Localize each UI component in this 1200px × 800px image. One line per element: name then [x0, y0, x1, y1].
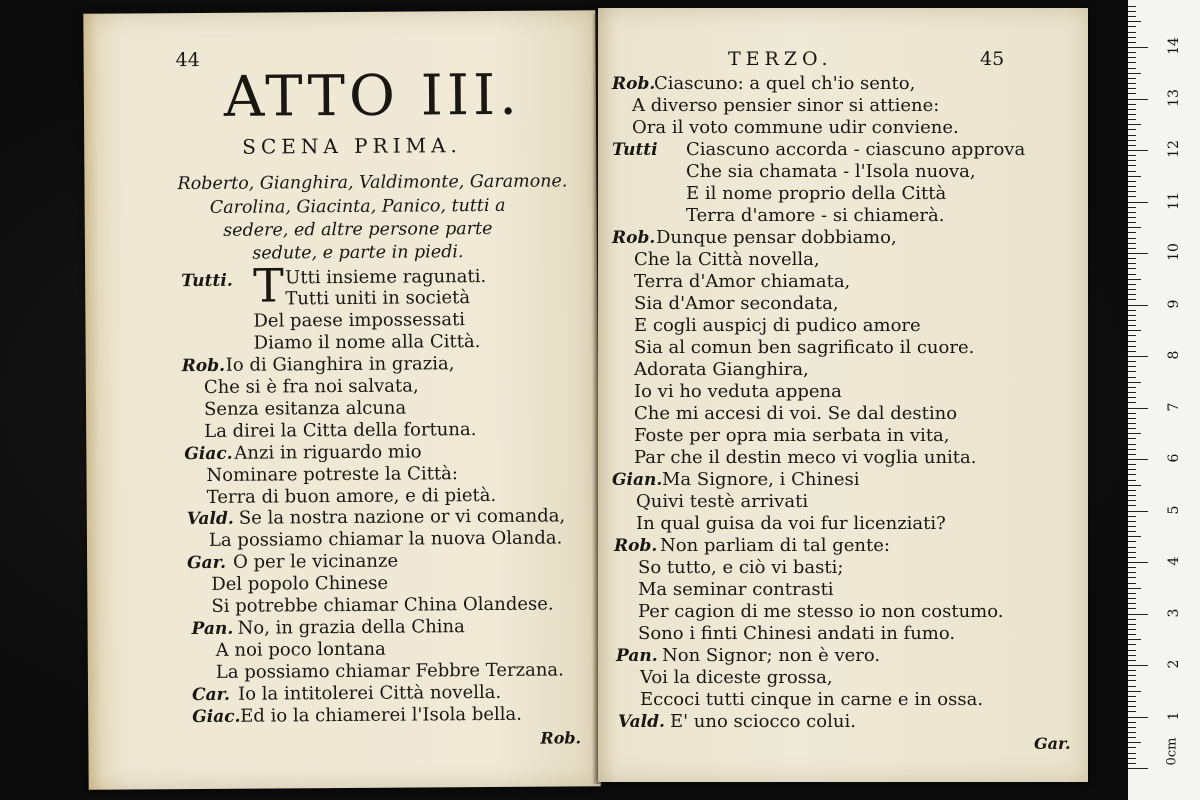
speaker-car: Car. [191, 684, 231, 706]
verse-line: La direi la Citta della fortuna. [204, 419, 477, 442]
ruler-tick [1128, 634, 1136, 635]
verse-line: Terra di buon amore, e di pietà. [206, 484, 497, 508]
ruler-number: 1 [1166, 711, 1182, 720]
ruler-tick [1128, 73, 1141, 74]
ruler-tick [1128, 680, 1136, 681]
verse-line: Che la Città novella, [634, 249, 820, 270]
ruler-tick [1128, 696, 1136, 697]
ruler-tick [1128, 212, 1136, 213]
ruler-tick [1128, 444, 1136, 445]
ruler-tick [1128, 320, 1136, 321]
speaker-gian: Gian. [612, 470, 663, 490]
ruler-tick [1128, 253, 1148, 254]
ruler-unit-label: 0cm [1164, 737, 1180, 766]
speaker-giac-2: Giac. [192, 706, 241, 728]
verse-line: Che sia chamata - l'Isola nuova, [686, 161, 976, 182]
ruler-tick [1128, 330, 1141, 331]
ruler-tick [1128, 202, 1148, 203]
verse-line: Non Signor; non è vero. [662, 645, 881, 666]
ruler-tick [1128, 490, 1136, 491]
ruler-number: 10 [1166, 243, 1182, 261]
ruler-tick [1128, 279, 1141, 280]
speaker-giac: Giac. [184, 443, 233, 465]
ruler-tick [1128, 577, 1136, 578]
speaker-tutti: Tutti [612, 140, 658, 160]
ruler-tick [1128, 124, 1141, 125]
ruler-tick [1128, 47, 1148, 48]
ruler-tick [1128, 356, 1148, 357]
ruler-tick [1128, 62, 1136, 63]
ruler-tick [1128, 294, 1136, 295]
centimeter-ruler [1128, 0, 1200, 800]
verse-line: Che si è fra noi salvata, [203, 375, 419, 398]
ruler-tick [1128, 186, 1136, 187]
ruler-tick [1128, 511, 1148, 512]
ruler-tick [1128, 438, 1136, 439]
verse-line: Dunque pensar dobbiamo, [656, 227, 897, 248]
ruler-tick [1128, 495, 1136, 496]
verse-line: Ma seminar contrasti [638, 579, 834, 600]
ruler-tick [1128, 104, 1136, 105]
ruler-tick [1128, 727, 1136, 728]
ruler-tick [1128, 274, 1136, 275]
ruler-number: 5 [1166, 505, 1182, 514]
ruler-tick [1128, 603, 1136, 604]
ruler-tick [1128, 78, 1136, 79]
ruler-number: 11 [1166, 191, 1182, 210]
ruler-tick [1128, 536, 1141, 537]
ruler-tick [1128, 768, 1148, 769]
verse-line: Terra d'amore - si chiamerà. [686, 205, 945, 226]
ruler-tick [1128, 480, 1136, 481]
ruler-tick [1128, 418, 1136, 419]
ruler-tick [1128, 485, 1141, 486]
verse-line: Io di Gianghira in grazia, [225, 353, 455, 376]
ruler-tick [1128, 160, 1136, 161]
ruler-tick [1128, 145, 1136, 146]
ruler-tick [1128, 335, 1136, 336]
ruler-tick [1128, 299, 1136, 300]
ruler-tick [1128, 165, 1136, 166]
verse-line: Terra d'Amor chiamata, [634, 271, 851, 292]
ruler-tick [1128, 392, 1136, 393]
ruler-tick [1128, 351, 1136, 352]
verse-line: Adorata Gianghira, [634, 359, 809, 380]
ruler-tick [1128, 660, 1136, 661]
ruler-tick [1128, 588, 1141, 589]
right-page [598, 8, 1088, 782]
ruler-tick [1128, 232, 1136, 233]
speaker-rob: Rob. [612, 228, 656, 248]
verse-line: Anzi in riguardo mio [234, 441, 422, 464]
ruler-tick [1128, 717, 1148, 718]
verse-line: Io vi ho veduta appena [634, 381, 842, 402]
ruler-tick [1128, 371, 1136, 372]
verse-line: Si potrebbe chiamar China Olandese. [211, 593, 554, 617]
ruler-tick [1128, 248, 1136, 249]
ruler-tick [1128, 346, 1136, 347]
ruler-tick [1128, 474, 1136, 475]
verse-line: Utti insieme ragunati. [285, 265, 487, 289]
ruler-tick [1128, 459, 1148, 460]
speaker-rob: Rob. [612, 74, 656, 94]
ruler-tick [1128, 310, 1136, 311]
ruler-tick [1128, 150, 1148, 151]
ruler-tick [1128, 207, 1136, 208]
ruler-tick [1128, 572, 1136, 573]
ruler-tick [1128, 52, 1136, 53]
ruler-tick [1128, 305, 1148, 306]
ruler-tick [1128, 516, 1136, 517]
ruler-tick [1128, 284, 1136, 285]
ruler-tick [1128, 413, 1136, 414]
ruler-number: 6 [1166, 453, 1182, 463]
ruler-tick [1128, 449, 1136, 450]
ruler-tick [1128, 557, 1136, 558]
ruler-tick [1128, 454, 1136, 455]
verse-line: Voi la diceste grossa, [640, 667, 833, 688]
verse-line: Sia d'Amor secondata, [634, 293, 839, 314]
verse-line: Che mi accesi di voi. Se dal destino [634, 403, 958, 424]
ruler-tick [1128, 464, 1136, 465]
ruler-tick [1128, 758, 1136, 759]
ruler-tick [1128, 6, 1136, 7]
ruler-tick [1128, 238, 1136, 239]
verse-line: La possiamo chiamar Febbre Terzana. [215, 659, 564, 683]
ruler-tick [1128, 675, 1136, 676]
verse-line: Io la intitolerei Città novella. [237, 681, 502, 705]
ruler-tick [1128, 763, 1136, 764]
verse-line: Ma Signore, i Chinesi [662, 469, 860, 490]
ruler-tick [1128, 598, 1136, 599]
verse-line: Non parliam di tal gente: [660, 535, 890, 556]
ruler-tick [1128, 747, 1136, 748]
ruler-tick [1128, 135, 1136, 136]
ruler-tick [1128, 505, 1136, 506]
verse-line: E il nome proprio della Città [686, 183, 947, 204]
verse-line: La possiamo chiamar la nuova Olanda. [208, 527, 563, 551]
ruler-tick [1128, 711, 1136, 712]
ruler-tick [1128, 706, 1136, 707]
verse-line: In qual guisa da voi fur licenziati? [636, 513, 946, 534]
verse-line: No, in grazia della China [237, 616, 465, 639]
verse-line: Sia al comun ben sagrificato il cuore. [634, 337, 975, 358]
speaker-tutti: Tutti. [181, 270, 233, 292]
ruler-tick [1128, 325, 1136, 326]
verse-line: Quivi testè arrivati [636, 491, 809, 512]
ruler-tick [1128, 402, 1136, 403]
ruler-tick [1128, 181, 1136, 182]
ruler-tick [1128, 129, 1136, 130]
left-catchword: Rob. [540, 728, 582, 748]
speaker-vald: Vald. [618, 712, 665, 732]
ruler-tick [1128, 26, 1136, 27]
ruler-tick [1128, 16, 1136, 17]
cast-line-4: sedute, e parte in piedi. [252, 242, 464, 264]
ruler-tick [1128, 562, 1148, 563]
ruler-tick [1128, 88, 1136, 89]
ruler-tick [1128, 722, 1136, 723]
drop-capital: T [253, 258, 285, 313]
ruler-tick [1128, 655, 1136, 656]
ruler-number: 12 [1166, 140, 1182, 158]
ruler-tick [1128, 619, 1136, 620]
ruler-tick [1128, 753, 1136, 754]
ruler-tick [1128, 742, 1141, 743]
ruler-tick [1128, 567, 1136, 568]
verse-line: So tutto, e ciò vi basti; [638, 557, 844, 578]
verse-line: E' uno sciocco colui. [670, 711, 856, 732]
cast-line-2: Carolina, Giacinta, Panico, tutti a [209, 195, 506, 218]
ruler-tick [1128, 37, 1136, 38]
ruler-tick [1128, 99, 1148, 100]
ruler-tick [1128, 691, 1141, 692]
ruler-tick [1128, 155, 1136, 156]
ruler-tick [1128, 315, 1136, 316]
ruler-tick [1128, 521, 1136, 522]
ruler-number: 2 [1166, 659, 1182, 669]
verse-line: Del popolo Chinese [211, 572, 389, 595]
ruler-tick [1128, 639, 1141, 640]
speaker-pan: Pan. [616, 646, 658, 666]
ruler-tick [1128, 644, 1136, 645]
ruler-tick [1128, 614, 1148, 615]
ruler-tick [1128, 21, 1141, 22]
ruler-tick [1128, 57, 1136, 58]
running-head: TERZO. [728, 48, 833, 70]
left-page [83, 10, 600, 790]
ruler-tick [1128, 366, 1136, 367]
ruler-tick [1128, 191, 1136, 192]
ruler-tick [1128, 650, 1136, 651]
ruler-number: 14 [1166, 37, 1182, 55]
ruler-tick [1128, 624, 1136, 625]
ruler-tick [1128, 140, 1136, 141]
scene-heading: SCENA PRIMA. [242, 133, 462, 159]
verse-line: Ciascuno accorda - ciascuno approva [686, 139, 1026, 160]
ruler-tick [1128, 583, 1136, 584]
ruler-tick [1128, 552, 1136, 553]
ruler-tick [1128, 408, 1148, 409]
ruler-tick [1128, 83, 1136, 84]
ruler-tick [1128, 701, 1136, 702]
ruler-tick [1128, 222, 1136, 223]
verse-line: Diamo il nome alla Città. [253, 331, 481, 354]
ruler-tick [1128, 593, 1136, 594]
ruler-tick [1128, 397, 1136, 398]
ruler-tick [1128, 109, 1136, 110]
ruler-number: 3 [1166, 608, 1182, 617]
ruler-tick [1128, 732, 1136, 733]
ruler-tick [1128, 114, 1136, 115]
ruler-tick [1128, 686, 1136, 687]
ruler-tick [1128, 428, 1136, 429]
ruler-number: 9 [1166, 299, 1182, 308]
ruler-tick [1128, 547, 1136, 548]
ruler-tick [1128, 382, 1141, 383]
speaker-rob: Rob. [181, 355, 226, 377]
ruler-number: 8 [1166, 350, 1182, 360]
speaker-rob: Rob. [614, 536, 658, 556]
verse-line: A diverso pensier sinor si attiene: [632, 95, 940, 116]
ruler-tick [1128, 541, 1136, 542]
ruler-tick [1128, 217, 1136, 218]
ruler-number: 7 [1166, 402, 1182, 411]
speaker-gar: Gar. [187, 552, 227, 574]
verse-line: Senza esitanza alcuna [203, 397, 407, 420]
verse-line: Foste per opra mia serbata in vita, [634, 425, 950, 446]
verse-line: Eccoci tutti cinque in carne e in ossa. [640, 689, 984, 710]
ruler-tick [1128, 665, 1148, 666]
ruler-tick [1128, 377, 1136, 378]
ruler-tick [1128, 670, 1136, 671]
ruler-tick [1128, 32, 1136, 33]
ruler-tick [1128, 243, 1136, 244]
ruler-number: 4 [1166, 556, 1182, 566]
ruler-tick [1128, 11, 1136, 12]
ruler-tick [1128, 531, 1136, 532]
ruler-number: 13 [1166, 88, 1182, 107]
ruler-tick [1128, 42, 1136, 43]
ruler-tick [1128, 341, 1136, 342]
verse-line: Del paese impossessati [253, 309, 466, 332]
verse-line: Ed io la chiamerei l'Isola bella. [240, 703, 523, 727]
right-catchword: Gar. [1034, 734, 1071, 753]
ruler-tick [1128, 176, 1141, 177]
act-heading: ATTO III. [223, 62, 522, 130]
ruler-tick [1128, 608, 1136, 609]
cast-line-1: Roberto, Gianghira, Valdimonte, Garamone. [177, 171, 568, 195]
ruler-tick [1128, 387, 1136, 388]
left-page-number: 44 [175, 48, 200, 72]
ruler-tick [1128, 119, 1136, 120]
ruler-tick [1128, 227, 1141, 228]
verse-line: Per cagion di me stesso io non costumo. [638, 601, 1004, 622]
ruler-tick [1128, 737, 1136, 738]
ruler-tick [1128, 93, 1136, 94]
ruler-tick [1128, 196, 1136, 197]
ruler-tick [1128, 258, 1136, 259]
verse-line: Ciascuno: a quel ch'io sento, [654, 73, 916, 94]
speaker-vald: Vald. [186, 508, 234, 530]
ruler-tick [1128, 526, 1136, 527]
verse-line: A noi poco lontana [215, 638, 386, 661]
ruler-tick [1128, 629, 1136, 630]
right-page-number: 45 [980, 48, 1005, 70]
verse-line: Sono i finti Chinesi andati in fumo. [638, 623, 956, 644]
ruler-tick [1128, 500, 1136, 501]
verse-line: Ora il voto commune udir conviene. [632, 117, 959, 138]
verse-line: Se la nostra nazione or vi comanda, [238, 505, 566, 529]
ruler-tick [1128, 68, 1136, 69]
ruler-tick [1128, 268, 1136, 269]
verse-line: Tutti uniti in società [285, 287, 471, 310]
verse-line: Par che il destin meco vi voglia unita. [634, 447, 977, 468]
ruler-tick [1128, 433, 1141, 434]
verse-line: O per le vicinanze [233, 550, 399, 573]
speaker-pan: Pan. [191, 618, 234, 640]
ruler-tick [1128, 361, 1136, 362]
verse-line: E cogli auspicj di pudico amore [634, 315, 921, 336]
cast-line-3: sedere, ed altre persone parte [223, 218, 493, 241]
ruler-tick [1128, 423, 1136, 424]
ruler-tick [1128, 289, 1136, 290]
ruler-tick [1128, 263, 1136, 264]
verse-line: Nominare potreste la Città: [206, 463, 459, 486]
ruler-tick [1128, 469, 1136, 470]
ruler-tick [1128, 171, 1136, 172]
